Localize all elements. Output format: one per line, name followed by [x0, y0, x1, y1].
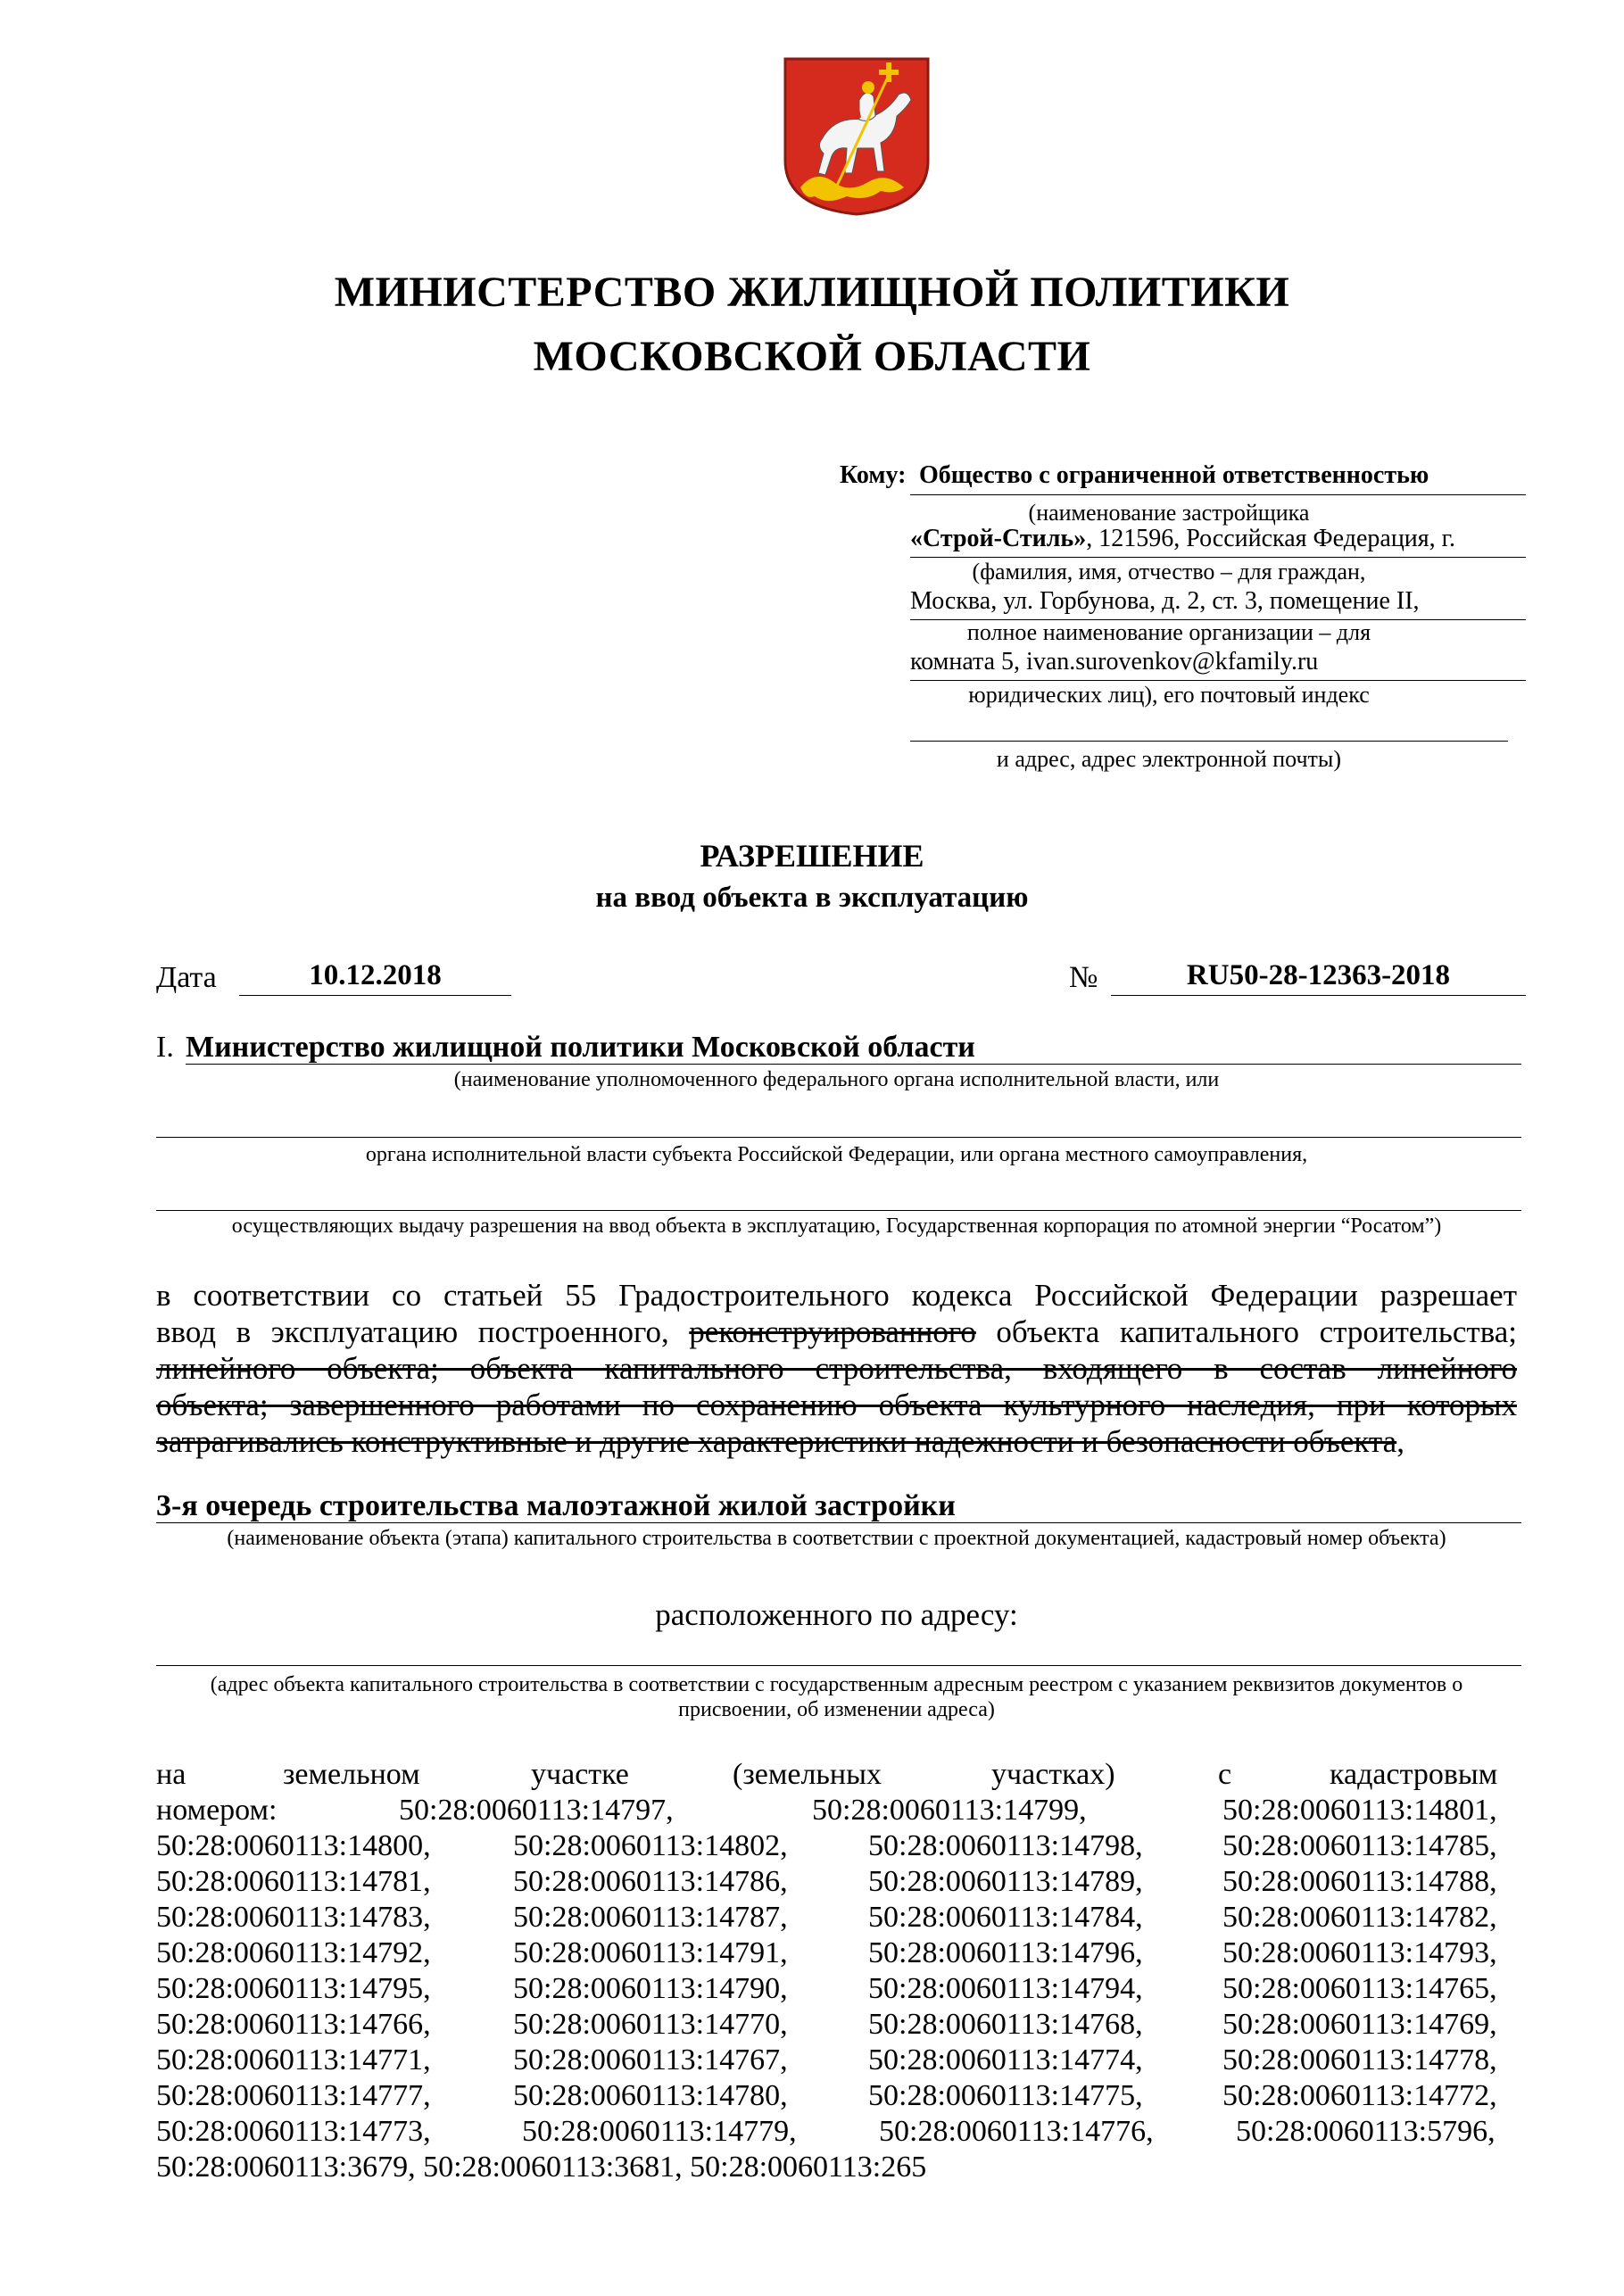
cadastral-number: 50:28:0060113:14776,: [879, 2115, 1154, 2148]
recipient-label: Кому:: [840, 461, 907, 489]
cadastral-number: 50:28:0060113:14784,: [868, 1901, 1143, 1934]
intro-word: на: [156, 1758, 186, 1791]
cadastral-number: 50:28:0060113:14800,: [156, 1829, 431, 1862]
recipient-address-line4: комната 5, ivan.surovenkov@kfamily.ru: [910, 648, 1319, 676]
body-line2: [156, 1314, 1517, 1350]
object-name-caption: (наименование объекта (этапа) капитального строительства в соответствии с проектной документацией, кадастровый номер объекта): [227, 1527, 1446, 1550]
recipient-caption4: юридических лиц), его почтовый индекс: [968, 682, 1370, 708]
address-rule: [156, 1665, 1521, 1666]
cadastral-number: 50:28:0060113:14791,: [513, 1936, 788, 1969]
cadastral-number: 50:28:0060113:14799,: [812, 1794, 1087, 1827]
authority-rule2: [156, 1137, 1521, 1138]
object-name: 3-я очередь строительства малоэтажной жилой застройки: [156, 1489, 956, 1522]
issuing-authority: Министерство жилищной политики Московской области: [186, 1031, 975, 1064]
cadastral-number: 50:28:0060113:5796,: [1236, 2115, 1496, 2148]
address-caption2: присвоении, об изменении адреса): [678, 1698, 995, 1721]
intro-word: (земельных: [733, 1758, 882, 1791]
cadastral-row: [156, 2115, 1517, 2151]
authority-caption1: (наименование уполномоченного федерального органа исполнительной власти, или: [453, 1068, 1220, 1091]
cadastral-number: 50:28:0060113:14787,: [513, 1901, 788, 1934]
recipient-line2-rule: [910, 557, 1526, 558]
body-line2-end: объекта капитального строительства;: [996, 1314, 1518, 1349]
cadastral-number: 50:28:0060113:14765,: [1222, 1972, 1497, 2005]
recipient-line1-rule: [910, 494, 1526, 495]
body-line5-comma: ,: [1396, 1424, 1404, 1459]
cadastral-number: 50:28:0060113:14773,: [156, 2115, 431, 2148]
cadastral-number: 50:28:0060113:14781,: [156, 1865, 431, 1898]
authority-rule3: [156, 1210, 1521, 1211]
intro-word: земельном: [283, 1758, 420, 1791]
cadastral-row: [156, 2079, 1517, 2115]
cadastral-number: 50:28:0060113:14782,: [1222, 1901, 1497, 1934]
cadastral-number: 50:28:0060113:14780,: [513, 2079, 788, 2112]
intro-word: с: [1218, 1758, 1232, 1791]
recipient-address-line3: Москва, ул. Горбунова, д. 2, ст. 3, помещение II,: [910, 587, 1420, 615]
address-label: расположенного по адресу:: [655, 1597, 1018, 1632]
cadastral-number: 50:28:0060113:14785,: [1222, 1829, 1497, 1862]
cadastral-row: [156, 1865, 1517, 1901]
cadastral-number: 50:28:0060113:14767,: [513, 2043, 788, 2076]
recipient-company-name: «Строй-Стиль»: [910, 525, 1087, 552]
cadastral-number: 50:28:0060113:14790,: [513, 1972, 788, 2005]
authority-caption2: органа исполнительной власти субъекта Российской Федерации, или органа местного самоуправления,: [365, 1143, 1308, 1166]
authority-caption3: осуществляющих выдачу разрешения на ввод объекта в эксплуатацию, Государственная корпорация по атомной энергии “Росатом”): [231, 1214, 1442, 1238]
number-rule: [1111, 995, 1526, 996]
cadastral-number: 50:28:0060113:14766,: [156, 2008, 431, 2041]
section1-numeral: I.: [156, 1031, 174, 1064]
cadastral-number: 50:28:0060113:14777,: [156, 2079, 431, 2112]
object-name-rule: [156, 1522, 1521, 1523]
date-label: Дата: [156, 961, 217, 994]
cadastral-row: [156, 1829, 1517, 1865]
body-line3-struck: линейного объекта; объекта капитального строительства, входящего в состав линейного: [156, 1351, 1517, 1386]
authority-rule: [186, 1064, 1521, 1065]
intro-word: участках): [991, 1758, 1115, 1791]
cadastral-number: 50:28:0060113:14792,: [156, 1936, 431, 1969]
cadastral-number: 50:28:0060113:14797,: [399, 1794, 674, 1827]
cadastral-number: 50:28:0060113:14772,: [1222, 2079, 1497, 2112]
cadastral-row: [156, 1901, 1517, 1936]
cadastral-number: 50:28:0060113:14802,: [513, 1829, 788, 1862]
body-line4-struck: объекта; завершенного работами по сохранению объекта культурного наследия, при которых: [156, 1388, 1517, 1422]
cadastral-number: 50:28:0060113:14778,: [1222, 2043, 1497, 2076]
cadastral-number: 50:28:0060113:14789,: [868, 1865, 1143, 1898]
emblem-rider-head: [862, 81, 874, 94]
recipient-line5-rule: [910, 741, 1508, 742]
body-line2-start: ввод в эксплуатацию построенного,: [156, 1314, 669, 1349]
cadastral-number: 50:28:0060113:14783,: [156, 1901, 431, 1934]
number-label: №: [1069, 961, 1098, 994]
cadastral-number: 50:28:0060113:14795,: [156, 1972, 431, 2005]
strikethrough-reconstructed: реконструированного: [689, 1314, 976, 1349]
cadastral-row: [156, 1972, 1517, 2008]
recipient-name-line1: Общество с ограниченной ответственностью: [919, 461, 1429, 489]
cadastral-row: [156, 2043, 1517, 2079]
recipient-caption1: (наименование застройщика: [1028, 500, 1310, 526]
cadastral-number: 50:28:0060113:14774,: [868, 2043, 1143, 2076]
intro-word: участке: [531, 1758, 629, 1791]
land-intro-line: [156, 1758, 1517, 1794]
address-caption1: (адрес объекта капитального строительства в соответствии с государственным адресным реестром с указанием реквизитов документов о: [210, 1673, 1463, 1696]
recipient-caption3: полное наименование организации – для: [966, 619, 1371, 645]
ministry-title-line1: МИНИСТЕРСТВО ЖИЛИЩНОЙ ПОЛИТИКИ: [334, 269, 1290, 316]
recipient-caption2: (фамилия, имя, отчество – для граждан,: [972, 559, 1366, 584]
cadastral-number: 50:28:0060113:14779,: [522, 2115, 797, 2148]
permit-title: РАЗРЕШЕНИЕ: [700, 838, 924, 874]
cadastral-number: 50:28:0060113:14788,: [1222, 1865, 1497, 1898]
recipient-caption5: и адрес, адрес электронной почты): [996, 746, 1342, 772]
cadastral-number: 50:28:0060113:14796,: [868, 1936, 1143, 1969]
cadastral-row: [156, 2008, 1517, 2043]
permit-number: RU50-28-12363-2018: [1186, 959, 1451, 991]
recipient-line4-rule: [910, 680, 1526, 681]
recipient-address-start: , 121596, Российская Федерация, г.: [1086, 525, 1455, 552]
cadastral-number: 50:28:0060113:14794,: [868, 1972, 1143, 2005]
cadastral-number: 50:28:0060113:14769,: [1222, 2008, 1497, 2041]
cadastral-number: 50:28:0060113:14793,: [1222, 1936, 1497, 1969]
permit-date: 10.12.2018: [309, 959, 442, 991]
cadastral-label: номером:: [156, 1794, 278, 1827]
cadastral-row: [156, 1794, 1517, 1829]
body-line5-struck: затрагивались конструктивные и другие характеристики надежности и безопасности объекта: [156, 1424, 1397, 1459]
body-line5: [156, 1424, 1517, 1460]
body-line1: в соответствии со статьей 55 Градостроительного кодекса Российской Федерации разрешает: [156, 1278, 1517, 1313]
coat-of-arms-emblem: [781, 54, 932, 216]
date-rule: [239, 995, 511, 996]
cadastral-number: 50:28:0060113:14770,: [513, 2008, 788, 2041]
cadastral-number: 50:28:0060113:14786,: [513, 1865, 788, 1898]
cadastral-number: 50:28:0060113:14768,: [868, 2008, 1143, 2041]
permit-subtitle: на ввод объекта в эксплуатацию: [595, 882, 1029, 914]
intro-word: кадастровым: [1330, 1758, 1498, 1791]
cadastral-row-last: [156, 2151, 1517, 2186]
cadastral-number: 50:28:0060113:14775,: [868, 2079, 1143, 2112]
cadastral-number-list: 50:28:0060113:3679, 50:28:0060113:3681, 50:28:0060113:265: [156, 2151, 927, 2184]
cadastral-number: 50:28:0060113:14798,: [868, 1829, 1143, 1862]
ministry-title-line2: МОСКОВСКОЙ ОБЛАСТИ: [533, 333, 1091, 380]
recipient-name-line2: [910, 525, 1455, 553]
cadastral-number: 50:28:0060113:14771,: [156, 2043, 431, 2076]
cadastral-row: [156, 1936, 1517, 1972]
cadastral-number: 50:28:0060113:14801,: [1222, 1794, 1497, 1827]
